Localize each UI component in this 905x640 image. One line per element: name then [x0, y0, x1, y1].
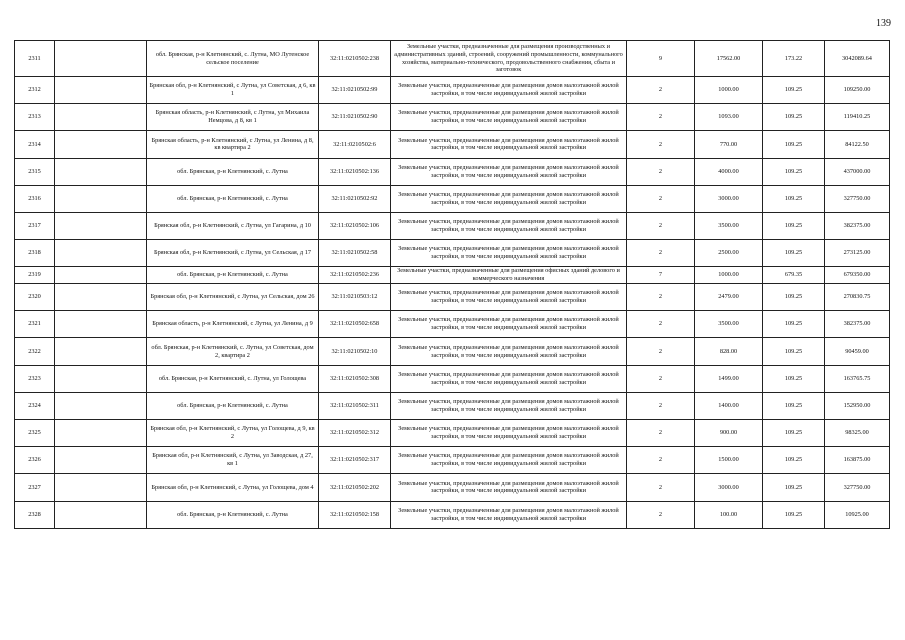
address-cell: Брянская область, р-н Клетнянский, с Лутна, ул Михаила Немцова, д 8, кв 1: [147, 104, 319, 131]
specific-value-cell: 109.25: [763, 447, 825, 474]
group-cell: 2: [627, 365, 695, 392]
group-cell: 2: [627, 311, 695, 338]
land-use-cell: Земельные участки, предназначенные для размещения домов малоэтажной жилой застройки, в том числе индивидуальной жилой застройки: [391, 338, 627, 365]
area-cell: 4000.00: [695, 158, 763, 185]
cadastral-value-cell: 437000.00: [825, 158, 890, 185]
specific-value-cell: 109.25: [763, 158, 825, 185]
cadastral-number-cell: 32:11:0210502:238: [319, 41, 391, 77]
specific-value-cell: 109.25: [763, 240, 825, 267]
cadastral-value-cell: 3042089.64: [825, 41, 890, 77]
cadastral-value-cell: 270830.75: [825, 284, 890, 311]
cadastral-value-cell: 382375.00: [825, 212, 890, 239]
row-number: 2311: [15, 41, 55, 77]
row-number: 2322: [15, 338, 55, 365]
specific-value-cell: 109.25: [763, 311, 825, 338]
area-cell: 1000.00: [695, 267, 763, 284]
table-row: [15, 501, 890, 528]
cadastral-value-cell: 163875.00: [825, 447, 890, 474]
cadastral-number-cell: 32:11:0210502:308: [319, 365, 391, 392]
address-cell: Брянская обл, р-н Клетнянский, с Лутна, ул Сельская, дом 26: [147, 284, 319, 311]
table-row: [15, 212, 890, 239]
table-row: [15, 77, 890, 104]
page-number: 139: [876, 18, 891, 29]
row-number: 2327: [15, 474, 55, 501]
address-cell: Брянская обл, р-н Клетнянский, с Лутна, ул Советская, д 6, кв 1: [147, 77, 319, 104]
land-use-cell: Земельные участки, предназначенные для размещения домов малоэтажной жилой застройки, в том числе индивидуальной жилой застройки: [391, 501, 627, 528]
cadastral-value-cell: 98325.00: [825, 419, 890, 446]
land-use-cell: Земельные участки, предназначенные для размещения домов малоэтажной жилой застройки, в том числе индивидуальной жилой застройки: [391, 77, 627, 104]
group-cell: 2: [627, 447, 695, 474]
land-use-cell: Земельные участки, предназначенные для размещения домов малоэтажной жилой застройки, в том числе индивидуальной жилой застройки: [391, 185, 627, 212]
empty-cell: [55, 311, 147, 338]
row-number: 2328: [15, 501, 55, 528]
table-row: [15, 267, 890, 284]
table-row: [15, 419, 890, 446]
address-cell: обл. Брянская, р-н Клетнянский, с. Лутна: [147, 185, 319, 212]
cadastral-number-cell: 32:11:0210502:158: [319, 501, 391, 528]
land-use-cell: Земельные участки, предназначенные для размещения домов малоэтажной жилой застройки, в том числе индивидуальной жилой застройки: [391, 131, 627, 158]
area-cell: 900.00: [695, 419, 763, 446]
group-cell: 2: [627, 104, 695, 131]
cadastral-number-cell: 32:11:0210502:312: [319, 419, 391, 446]
area-cell: 828.00: [695, 338, 763, 365]
specific-value-cell: 679.35: [763, 267, 825, 284]
empty-cell: [55, 447, 147, 474]
table-row: [15, 240, 890, 267]
cadastral-number-cell: 32:11:0210502:92: [319, 185, 391, 212]
empty-cell: [55, 131, 147, 158]
land-use-cell: Земельные участки, предназначенные для размещения домов малоэтажной жилой застройки, в том числе индивидуальной жилой застройки: [391, 104, 627, 131]
row-number: 2323: [15, 365, 55, 392]
empty-cell: [55, 212, 147, 239]
row-number: 2320: [15, 284, 55, 311]
table-row: [15, 338, 890, 365]
row-number: 2324: [15, 392, 55, 419]
land-use-cell: Земельные участки, предназначенные для размещения домов малоэтажной жилой застройки, в том числе индивидуальной жилой застройки: [391, 474, 627, 501]
area-cell: 3500.00: [695, 212, 763, 239]
land-use-cell: Земельные участки, предназначенные для размещения домов малоэтажной жилой застройки, в том числе индивидуальной жилой застройки: [391, 311, 627, 338]
address-cell: обл. Брянская, р-н Клетнянский, с. Лутна: [147, 392, 319, 419]
empty-cell: [55, 501, 147, 528]
cadastral-number-cell: 32:11:0210503:12: [319, 284, 391, 311]
row-number: 2314: [15, 131, 55, 158]
specific-value-cell: 173.22: [763, 41, 825, 77]
table-row: [15, 474, 890, 501]
row-number: 2321: [15, 311, 55, 338]
cadastral-value-cell: 382375.00: [825, 311, 890, 338]
specific-value-cell: 109.25: [763, 104, 825, 131]
cadastral-value-cell: 152950.00: [825, 392, 890, 419]
cadastral-number-cell: 32:11:0210502:311: [319, 392, 391, 419]
group-cell: 2: [627, 77, 695, 104]
area-cell: 3000.00: [695, 474, 763, 501]
area-cell: 1000.00: [695, 77, 763, 104]
empty-cell: [55, 41, 147, 77]
group-cell: 2: [627, 392, 695, 419]
specific-value-cell: 109.25: [763, 365, 825, 392]
area-cell: 1500.00: [695, 447, 763, 474]
address-cell: Брянская обл, р-н Клетнянский, с Лутна, ул Заводская, д 27, кв 1: [147, 447, 319, 474]
cadastral-number-cell: 32:11:0210502:99: [319, 77, 391, 104]
group-cell: 2: [627, 240, 695, 267]
address-cell: обл. Брянская, р-н Клетнянский, с. Лутна, ул Советская, дом 2, квартира 2: [147, 338, 319, 365]
table-row: [15, 158, 890, 185]
row-number: 2318: [15, 240, 55, 267]
row-number: 2326: [15, 447, 55, 474]
group-cell: 2: [627, 185, 695, 212]
table-row: [15, 365, 890, 392]
cadastral-number-cell: 32:11:0210502:658: [319, 311, 391, 338]
empty-cell: [55, 158, 147, 185]
land-use-cell: Земельные участки, предназначенные для размещения домов малоэтажной жилой застройки, в том числе индивидуальной жилой застройки: [391, 212, 627, 239]
area-cell: 770.00: [695, 131, 763, 158]
land-use-cell: Земельные участки, предназначенные для размещения домов малоэтажной жилой застройки, в том числе индивидуальной жилой застройки: [391, 447, 627, 474]
cadastral-value-cell: 109250.00: [825, 77, 890, 104]
table-row: [15, 392, 890, 419]
area-cell: 1499.00: [695, 365, 763, 392]
table-row: [15, 185, 890, 212]
cadastral-number-cell: 32:11:0210502:90: [319, 104, 391, 131]
cadastral-number-cell: 32:11:0210502:6: [319, 131, 391, 158]
empty-cell: [55, 419, 147, 446]
empty-cell: [55, 240, 147, 267]
empty-cell: [55, 77, 147, 104]
address-cell: обл. Брянская, р-н Клетнянский, с. Лутна: [147, 158, 319, 185]
specific-value-cell: 109.25: [763, 474, 825, 501]
empty-cell: [55, 185, 147, 212]
cadastral-value-cell: 327750.00: [825, 185, 890, 212]
specific-value-cell: 109.25: [763, 131, 825, 158]
specific-value-cell: 109.25: [763, 284, 825, 311]
group-cell: 2: [627, 212, 695, 239]
cadastral-number-cell: 32:11:0210502:10: [319, 338, 391, 365]
address-cell: обл. Брянская, р-н Клетнянский, с. Лутна, ул Голощева: [147, 365, 319, 392]
cadastral-value-cell: 327750.00: [825, 474, 890, 501]
land-use-cell: Земельные участки, предназначенные для размещения производственных и административных зданий, строений, сооружений промышленности, коммунального хозяйства, материально-технического, продовольственного снабжения, сбыта и заготовок: [391, 41, 627, 77]
cadastral-number-cell: 32:11:0210502:202: [319, 474, 391, 501]
specific-value-cell: 109.25: [763, 77, 825, 104]
address-cell: Брянская обл, р-н Клетнянский, с Лутна, ул Сельская, д 17: [147, 240, 319, 267]
table-row: [15, 311, 890, 338]
row-number: 2319: [15, 267, 55, 284]
table-row: [15, 104, 890, 131]
empty-cell: [55, 338, 147, 365]
empty-cell: [55, 284, 147, 311]
cadastral-value-table: [14, 40, 890, 529]
empty-cell: [55, 365, 147, 392]
table-row: [15, 447, 890, 474]
row-number: 2325: [15, 419, 55, 446]
land-use-cell: Земельные участки, предназначенные для размещения офисных зданий делового и коммерческого назначения: [391, 267, 627, 284]
specific-value-cell: 109.25: [763, 338, 825, 365]
cadastral-value-cell: 90459.00: [825, 338, 890, 365]
area-cell: 2500.00: [695, 240, 763, 267]
cadastral-value-cell: 679350.00: [825, 267, 890, 284]
land-use-cell: Земельные участки, предназначенные для размещения домов малоэтажной жилой застройки, в том числе индивидуальной жилой застройки: [391, 240, 627, 267]
group-cell: 2: [627, 158, 695, 185]
empty-cell: [55, 474, 147, 501]
cadastral-value-cell: 10925.00: [825, 501, 890, 528]
group-cell: 2: [627, 474, 695, 501]
specific-value-cell: 109.25: [763, 392, 825, 419]
group-cell: 2: [627, 131, 695, 158]
table-row: [15, 41, 890, 77]
land-use-cell: Земельные участки, предназначенные для размещения домов малоэтажной жилой застройки, в том числе индивидуальной жилой застройки: [391, 158, 627, 185]
cadastral-number-cell: 32:11:0210502:58: [319, 240, 391, 267]
address-cell: обл. Брянская, р-н Клетнянский, с. Лутна, МО Лутенское сельское поселение: [147, 41, 319, 77]
empty-cell: [55, 392, 147, 419]
cadastral-number-cell: 32:11:0210502:317: [319, 447, 391, 474]
specific-value-cell: 109.25: [763, 185, 825, 212]
row-number: 2316: [15, 185, 55, 212]
address-cell: Брянская обл, р-н Клетнянский, с Лутна, ул Голощева, д 9, кв 2: [147, 419, 319, 446]
cadastral-value-cell: 119410.25: [825, 104, 890, 131]
land-use-cell: Земельные участки, предназначенные для размещения домов малоэтажной жилой застройки, в том числе индивидуальной жилой застройки: [391, 284, 627, 311]
area-cell: 1093.00: [695, 104, 763, 131]
area-cell: 3500.00: [695, 311, 763, 338]
empty-cell: [55, 267, 147, 284]
address-cell: Брянская область, р-н Клетнянский, с Лутна, ул Ленина, д 9: [147, 311, 319, 338]
specific-value-cell: 109.25: [763, 419, 825, 446]
area-cell: 1400.00: [695, 392, 763, 419]
cadastral-value-cell: 84122.50: [825, 131, 890, 158]
row-number: 2312: [15, 77, 55, 104]
address-cell: обл. Брянская, р-н Клетнянский, с. Лутна: [147, 267, 319, 284]
row-number: 2315: [15, 158, 55, 185]
specific-value-cell: 109.25: [763, 212, 825, 239]
empty-cell: [55, 104, 147, 131]
table-row: [15, 131, 890, 158]
cadastral-value-cell: 163765.75: [825, 365, 890, 392]
group-cell: 2: [627, 338, 695, 365]
group-cell: 2: [627, 501, 695, 528]
land-use-cell: Земельные участки, предназначенные для размещения домов малоэтажной жилой застройки, в том числе индивидуальной жилой застройки: [391, 419, 627, 446]
address-cell: Брянская обл, р-н Клетнянский, с Лутна, ул Гагарина, д 10: [147, 212, 319, 239]
cadastral-value-cell: 273125.00: [825, 240, 890, 267]
area-cell: 100.00: [695, 501, 763, 528]
area-cell: 2479.00: [695, 284, 763, 311]
row-number: 2313: [15, 104, 55, 131]
group-cell: 2: [627, 284, 695, 311]
group-cell: 2: [627, 419, 695, 446]
area-cell: 3000.00: [695, 185, 763, 212]
group-cell: 7: [627, 267, 695, 284]
land-use-cell: Земельные участки, предназначенные для размещения домов малоэтажной жилой застройки, в том числе индивидуальной жилой застройки: [391, 392, 627, 419]
land-use-cell: Земельные участки, предназначенные для размещения домов малоэтажной жилой застройки, в том числе индивидуальной жилой застройки: [391, 365, 627, 392]
cadastral-number-cell: 32:11:0210502:236: [319, 267, 391, 284]
area-cell: 17562.00: [695, 41, 763, 77]
cadastral-number-cell: 32:11:0210502:106: [319, 212, 391, 239]
address-cell: Брянская область, р-н Клетнянский, с Лутна, ул Ленина, д 8, кв квартира 2: [147, 131, 319, 158]
group-cell: 9: [627, 41, 695, 77]
address-cell: обл. Брянская, р-н Клетнянский, с. Лутна: [147, 501, 319, 528]
row-number: 2317: [15, 212, 55, 239]
address-cell: Брянская обл, р-н Клетнянский, с Лутна, ул Голощева, дом 4: [147, 474, 319, 501]
table-row: [15, 284, 890, 311]
cadastral-number-cell: 32:11:0210502:136: [319, 158, 391, 185]
specific-value-cell: 109.25: [763, 501, 825, 528]
